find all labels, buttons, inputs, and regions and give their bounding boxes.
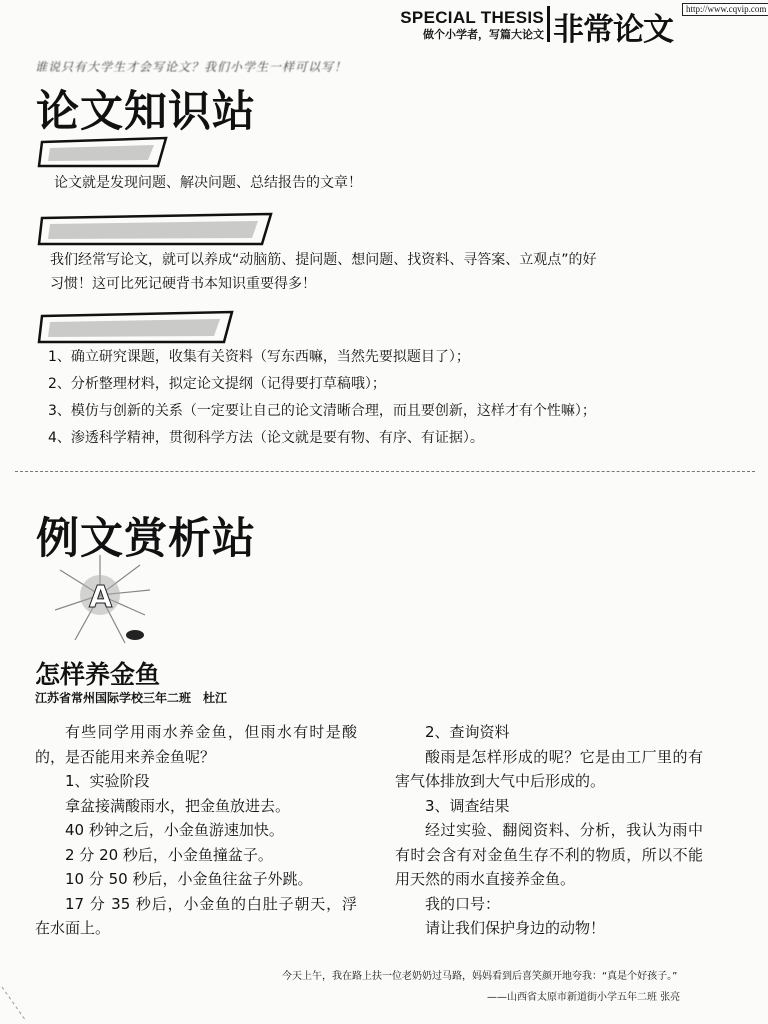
section-title-example: 例文赏析站	[36, 514, 256, 564]
article-paragraph: 经过实验、翻阅资料、分析，我认为雨中有时会含有对金鱼生存不利的物质，所以不能用天然的雨水直接养金鱼。	[395, 821, 703, 888]
article-paragraph: 我的口号：	[425, 894, 501, 913]
knowledge-definition: 论文就是发现问题、解决问题、总结报告的文章！	[54, 175, 362, 191]
article-paragraph: 拿盆接满酸雨水，把金鱼放进去。	[65, 796, 291, 815]
footer-quote: 今天上午，我在路上扶一位老奶奶过马路，妈妈看到后喜笑颜开地夸我：“真是个好孩子。”	[282, 971, 678, 982]
article-paragraph: 酸雨是怎样形成的呢？它是由工厂里的有害气体排放到大气中后形成的。	[395, 747, 703, 790]
header-title-en: SPECIAL THESIS	[400, 8, 544, 27]
step-item: 1、确立研究课题，收集有关资料（写东西嘛，当然先要拟题目了）；	[48, 349, 470, 365]
article-paragraph: 17 分 35 秒后，小金鱼的白肚子朝天，浮在水面上。	[35, 894, 357, 937]
article-heading: 3、调查结果	[425, 796, 510, 815]
corner-mark	[0, 985, 30, 1024]
article-paragraph: 2 分 20 秒后，小金鱼撞盆子。	[65, 845, 273, 864]
article-left-column	[35, 720, 357, 941]
benefit-line-2: 习惯！这可比死记硬背书本知识重要得多！	[50, 276, 316, 292]
header-title-cn: 非常论文	[553, 12, 673, 48]
article-paragraph: 请让我们保护身边的动物！	[425, 919, 606, 937]
article-paragraph: 10 分 50 秒后，小金鱼往盆子外跳。	[65, 870, 313, 888]
article-heading: 1、实验阶段	[65, 772, 150, 790]
header-divider	[547, 6, 550, 42]
badge-letter: A	[89, 580, 113, 615]
header-left	[368, 8, 544, 42]
section-title-knowledge: 论文知识站	[36, 87, 256, 137]
step-item: 4、渗透科学精神，贯彻科学方法（论文就是要有物、有序、有证据）。	[48, 430, 484, 446]
article-right-column	[395, 720, 703, 941]
badge-a	[55, 555, 155, 645]
intro-line: 谁说只有大学生才会写论文？我们小学生一样可以写！	[35, 60, 348, 74]
step-item: 3、模仿与创新的关系（一定要让自己的论文清晰合理，而且要创新，这样才有个性嘛）；	[48, 403, 596, 419]
source-url: http://www.cqvip.com	[682, 3, 768, 16]
scribble-label-1	[36, 136, 171, 170]
article-author: 江苏省常州国际学校三年二班 杜江	[35, 691, 228, 705]
header-subtitle: 做个小学者，写篇大论文	[423, 28, 544, 41]
article-heading: 2、查询资料	[425, 723, 510, 741]
scribble-label-2	[36, 212, 276, 248]
scribble-label-3	[36, 310, 236, 346]
steps-list	[48, 344, 596, 452]
article-title: 怎样养金鱼	[35, 660, 161, 689]
footer-signature: ——山西省太原市新道街小学五年二班 张亮	[487, 992, 681, 1003]
section-divider	[15, 471, 755, 472]
article-paragraph: 有些同学用雨水养金鱼，但雨水有时是酸的，是否能用来养金鱼呢？	[35, 723, 357, 766]
step-item: 2、分析整理材料，拟定论文提纲（记得要打草稿哦）；	[48, 376, 386, 392]
article-paragraph: 40 秒钟之后，小金鱼游速加快。	[65, 821, 284, 839]
knowledge-benefit	[50, 248, 597, 296]
benefit-line-1: 我们经常写论文，就可以养成“动脑筋、提问题、想问题、找资料、寻答案、立观点”的好	[50, 252, 597, 268]
